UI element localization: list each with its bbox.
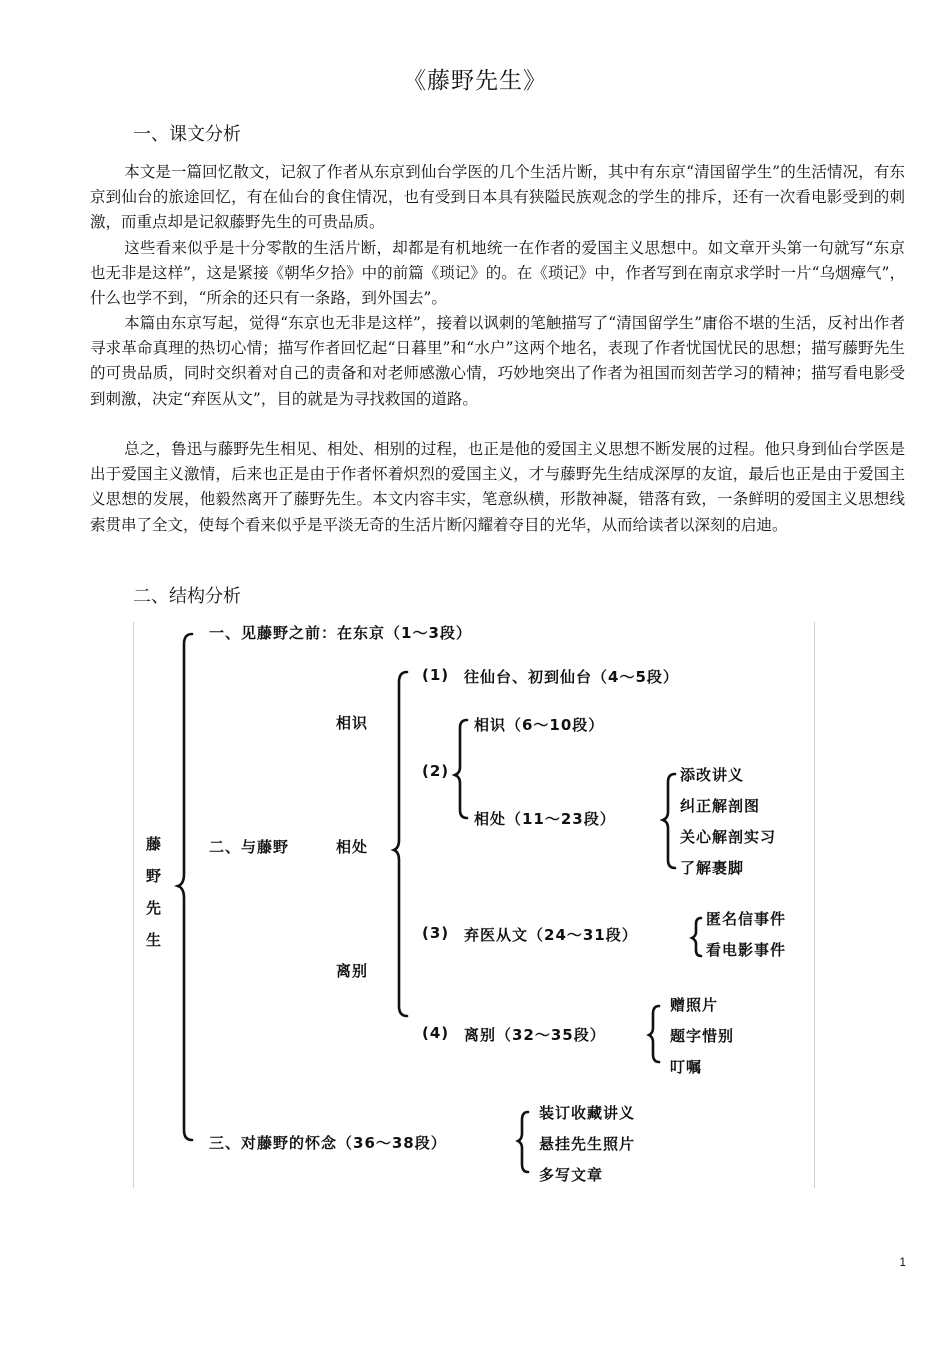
diagram-sub-4: 离别（32～35段） bbox=[464, 1026, 606, 1044]
section-heading-analysis: 一、课文分析 bbox=[133, 124, 241, 145]
paragraph-3: 本篇由东京写起，觉得“东京也无非是这样”，接着以讽刺的笔触描写了“清国留学生”庸俗不堪的生活，反衬出作者寻求革命真理的热切心情；描写作者回忆起“日暮里”和“水户”这两个地名，表现了作者忧国忧民的思想；描写藤野先生的可贵品质，同时交织着对自己的责备和对老师感激心情，巧妙地突出了作者为祖国而刻苦学习的精神；描写看电影受到刺激，决定“弃医从文”，目的就是为寻找救国的道路。 bbox=[90, 314, 905, 408]
diagram-leaf-together-3: 关心解剖实习 bbox=[680, 828, 777, 846]
diagram-leaf-quit-2: 看电影事件 bbox=[706, 941, 787, 959]
diagram-leaf-together-2: 纠正解剖图 bbox=[680, 797, 761, 815]
section-heading-structure: 二、结构分析 bbox=[133, 586, 241, 607]
bracket-part2 bbox=[394, 672, 407, 1016]
diagram-stage-meet: 相识 bbox=[336, 714, 369, 732]
diagram-leaf-parting-1: 赠照片 bbox=[670, 996, 719, 1014]
diagram-leaf-memory-3: 多写文章 bbox=[539, 1166, 604, 1184]
diagram-num-4: (4) bbox=[422, 1024, 450, 1042]
diagram-num-3: (3) bbox=[422, 924, 450, 942]
diagram-part3: 三、对藤野的怀念（36～38段） bbox=[209, 1134, 447, 1152]
diagram-num-1: (1) bbox=[422, 666, 450, 684]
diagram-sub-3: 弃医从文（24～31段） bbox=[464, 926, 638, 944]
diagram-leaf-memory-1: 装订收藏讲义 bbox=[539, 1104, 636, 1122]
diagram-root-label: 藤野先生 bbox=[146, 835, 162, 949]
diagram-sub-2b: 相处（11～23段） bbox=[474, 810, 616, 828]
diagram-leaf-together-1: 添改讲义 bbox=[680, 766, 745, 784]
bracket-parting bbox=[649, 1006, 659, 1062]
diagram-num-2: (2) bbox=[422, 762, 450, 780]
bracket-together bbox=[663, 774, 675, 868]
diagram-brackets bbox=[134, 622, 814, 1188]
bracket-2 bbox=[455, 720, 467, 818]
diagram-leaf-parting-3: 叮嘱 bbox=[670, 1058, 703, 1076]
bracket-quit bbox=[692, 918, 701, 956]
diagram-leaf-quit-1: 匿名信事件 bbox=[706, 910, 787, 928]
diagram-sub-1: 往仙台、初到仙台（4～5段） bbox=[464, 668, 679, 686]
page-number: 1 bbox=[899, 1255, 906, 1269]
paragraph-4: 总之，鲁迅与藤野先生相见、相处、相别的过程，也正是他的爱国主义思想不断发展的过程。他只身到仙台学医是出于爱国主义激情，后来也正是由于作者怀着炽烈的爱国主义，才与藤野先生结成深厚的友谊，最后也正是由于爱国主义思想的发展，他毅然离开了藤野先生。本文内容丰实，笔意纵横，形散神凝，错落有致，一条鲜明的爱国主义思想线索贯串了全文，使每个看来似乎是平淡无奇的生活片断闪耀着夺目的光华，从而给读者以深刻的启迪。 bbox=[90, 440, 905, 534]
bracket-root bbox=[178, 634, 192, 1140]
diagram-leaf-memory-2: 悬挂先生照片 bbox=[539, 1135, 636, 1153]
diagram-part1: 一、见藤野之前：在东京（1～3段） bbox=[209, 624, 472, 642]
paragraph-1: 本文是一篇回忆散文，记叙了作者从东京到仙台学医的几个生活片断，其中有东京“清国留学生”的生活情况，有东京到仙台的旅途回忆，有在仙台的食住情况，也有受到日本具有狭隘民族观念的学生的排斥，还有一次看电影受到的刺激，而重点却是记叙藤野先生的可贵品质。 bbox=[90, 163, 905, 232]
bracket-memory bbox=[518, 1112, 528, 1172]
diagram-sub-2a: 相识（6～10段） bbox=[474, 716, 605, 734]
diagram-leaf-together-4: 了解裹脚 bbox=[680, 859, 745, 877]
diagram-leaf-parting-2: 题字惜别 bbox=[670, 1027, 735, 1045]
paragraph-2: 这些看来似乎是十分零散的生活片断，却都是有机地统一在作者的爱国主义思想中。如文章开头第一句就写“东京也无非是这样”，这是紧接《朝华夕拾》中的前篇《琐记》的。在《琐记》中，作者写到在南京求学时一片“乌烟瘴气”，什么也学不到，“所余的还只有一条路，到外国去”。 bbox=[90, 239, 905, 308]
diagram-stage-together: 相处 bbox=[336, 838, 369, 856]
diagram-part2: 二、与藤野 bbox=[209, 838, 290, 856]
document-title: 《藤野先生》 bbox=[403, 68, 547, 94]
structure-diagram bbox=[133, 622, 815, 1188]
diagram-stage-part: 离别 bbox=[336, 962, 369, 980]
